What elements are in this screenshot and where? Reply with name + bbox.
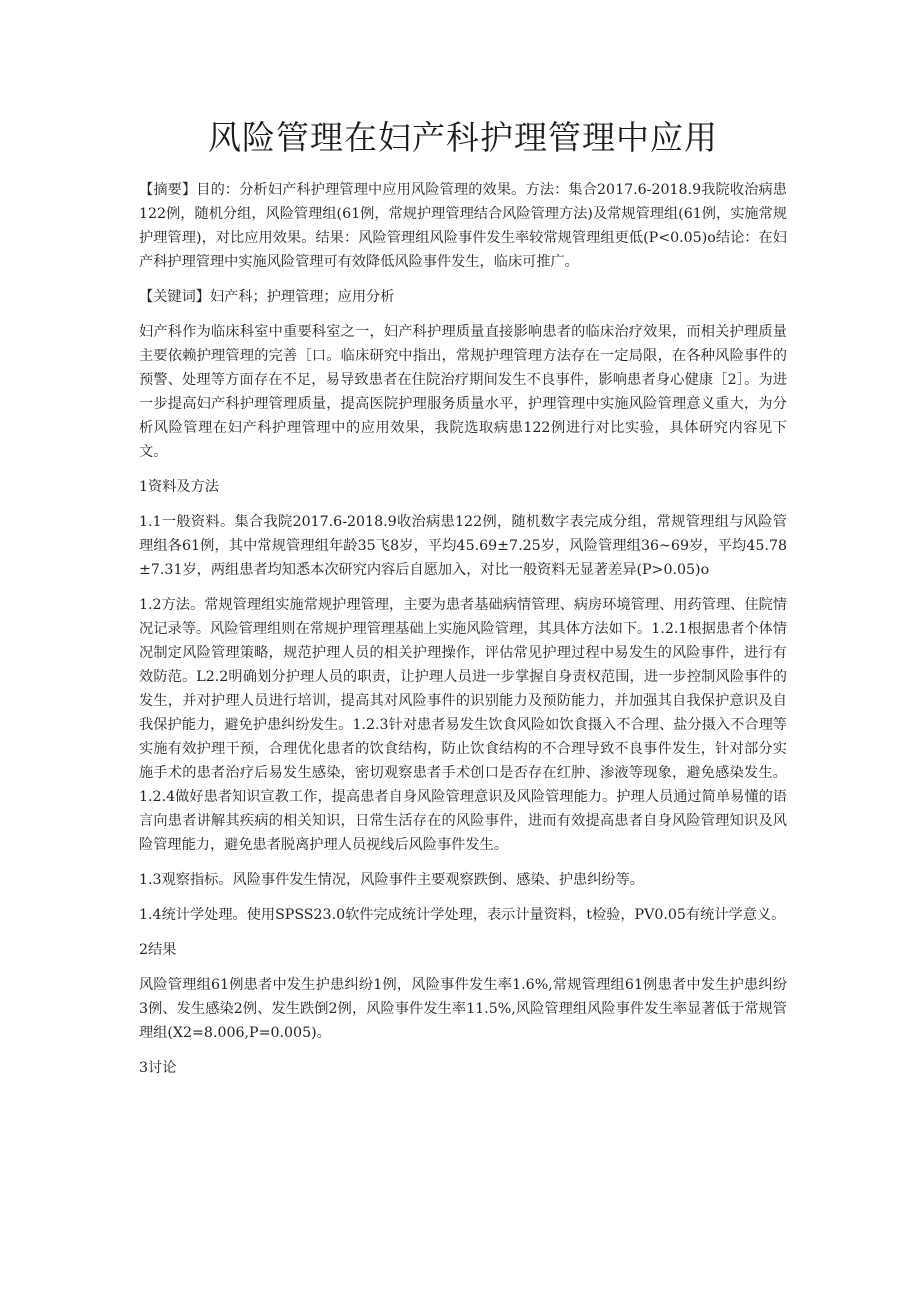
intro-paragraph: 妇产科作为临床科室中重要科室之一，妇产科护理质量直接影响患者的临床治疗效果，而相关护理质量主要依赖护理管理的完善［口。临床研究中指出，常规护理管理方法存在一定局限，在各种风险事件的预警、处理等方面存在不足，易导致患者在住院治疗期间发生不良事件，影响患者身心健康［2］。为进一步提高妇产科护理管理质量，提高医院护理服务质量水平，护理管理中实施风险管理意义重大，为分析风险管理在妇产科护理管理中的应用效果，我院选取病患122例进行对比实验，具体研究内容见下文。	[139, 324, 787, 460]
section-heading-methods: 1资料及方法	[139, 479, 219, 495]
section-heading-discussion: 3讨论	[139, 1060, 177, 1076]
document-title: 风险管理在妇产科护理管理中应用	[208, 118, 718, 157]
document-page	[139, 112, 787, 1091]
subsection-observation-index: 1.3观察指标。风险事件发生情况，风险事件主要观察跌倒、感染、护患纠纷等。	[139, 872, 644, 888]
subsection-methods: 1.2方法。常规管理组实施常规护理管理，主要为患者基础病情管理、病房环境管理、用药管理、住院情况记录等。风险管理组则在常规护理管理基础上实施风险管理，其具体方法如下。1.2.1根据患者个体情况制定风险管理策略，规范护理人员的相关护理操作，评估常见护理过程中易发生的风险事件，进行有效防范。L2.2明确划分护理人员的职责，让护理人员进一步掌握自身责权范围，进一步控制风险事件的发生，并对护理人员进行培训，提高其对风险事件的识别能力及预防能力，并加强其自我保护意识及自我保护能力，避免护患纠纷发生。1.2.3针对患者易发生饮食风险如饮食摄入不合理、盐分摄入不合理等实施有效护理干预，合理优化患者的饮食结构，防止饮食结构的不合理导致不良事件发生，针对部分实施手术的患者治疗后易发生感染，密切观察患者手术创口是否存在红肿、渗液等现象，避免感染发生。1.2.4做好患者知识宣教工作，提高患者自身风险管理意识及风险管理能力。护理人员通过简单易懂的语言向患者讲解其疾病的相关知识，日常生活存在的风险事件，进而有效提高患者自身风险管理知识及风险管理能力，避免患者脱离护理人员视线后风险事件发生。	[139, 597, 787, 853]
subsection-statistics: 1.4统计学处理。使用SPSS23.0软件完成统计学处理，表示计量资料，t检验，PV0.05有统计学意义。	[139, 907, 786, 923]
section-heading-results: 2结果	[139, 942, 177, 958]
keywords-paragraph: 【关键词】妇产科；护理管理；应用分析	[139, 289, 395, 305]
subsection-general-data: 1.1一般资料。集合我院2017.6-2018.9收治病患122例，随机数字表完成分组，常规管理组与风险管理组各61例，其中常规管理组年龄35飞8岁，平均45.69±7.25岁，风险管理组36~69岁，平均45.78±7.31岁，两组患者均知悉本次研究内容后自愿加入，对比一般资料无显著差异(P>0.05)o	[139, 514, 787, 578]
results-paragraph: 风险管理组61例患者中发生护患纠纷1例，风险事件发生率1.6%,常规管理组61例患者中发生护患纠纷3例、发生感染2例、发生跌倒2例，风险事件发生率11.5%,风险管理组风险事件发生率显著低于常规管理组(X2=8.006,P=0.005)。	[139, 977, 787, 1041]
abstract-paragraph: 【摘要】目的：分析妇产科护理管理中应用风险管理的效果。方法：集合2017.6-2018.9我院收治病患122例，随机分组，风险管理组(61例，常规护理管理结合风险管理方法)及常规管理组(61例，实施常规护理管理)，对比应用效果。结果：风险管理组风险事件发生率较常规管理组更低(P<0.05)o结论：在妇产科护理管理中实施风险管理可有效降低风险事件发生，临床可推广。	[139, 182, 787, 270]
